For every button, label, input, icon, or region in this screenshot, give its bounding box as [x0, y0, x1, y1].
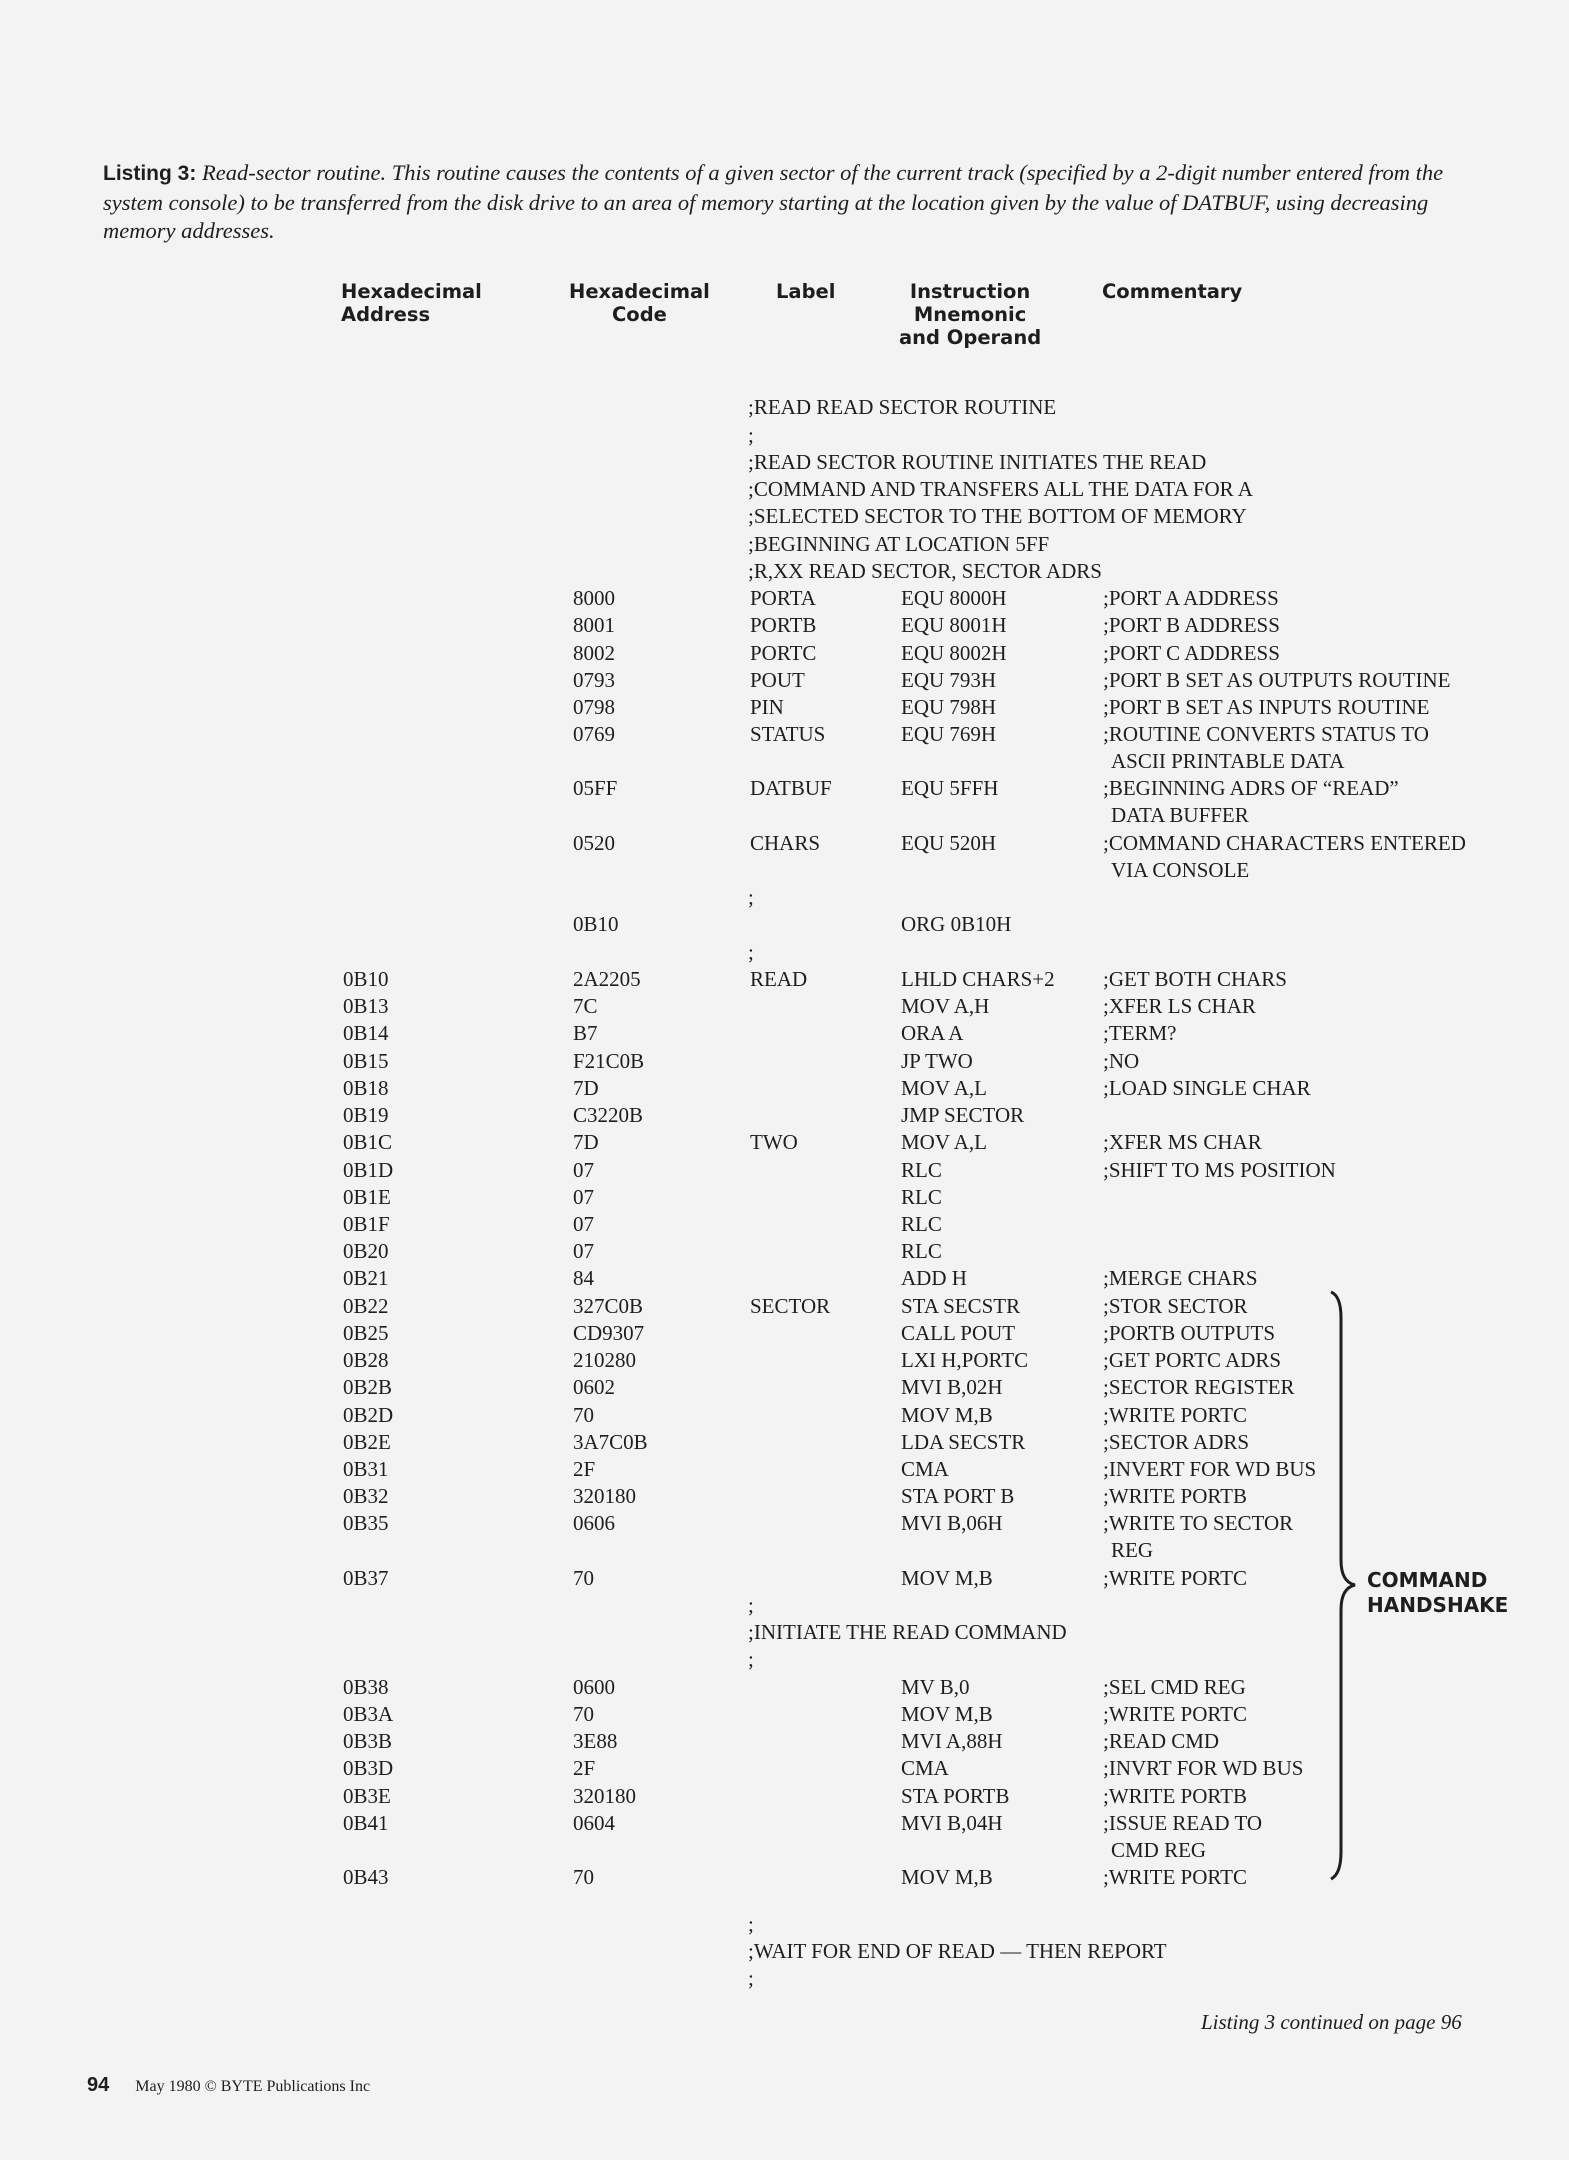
- hex-code: 7C: [573, 994, 598, 1018]
- instruction: EQU 8001H: [901, 613, 1007, 637]
- commentary: ;ISSUE READ TO: [1103, 1811, 1263, 1835]
- hex-code: 210280: [573, 1348, 636, 1372]
- commentary: ;NO: [1103, 1049, 1140, 1073]
- listing-line: [0, 1238, 1569, 1265]
- hex-address: 0B35: [343, 1511, 389, 1535]
- label: PORTB: [750, 613, 817, 637]
- commentary: ;READ CMD: [1103, 1729, 1220, 1753]
- hex-address: 0B13: [343, 994, 389, 1018]
- hex-address: 0B2B: [343, 1375, 393, 1399]
- hex-address: 0B3B: [343, 1729, 393, 1753]
- commentary: ;PORT C ADDRESS: [1103, 641, 1280, 665]
- listing-line: [0, 558, 1569, 585]
- label: SECTOR: [750, 1294, 831, 1318]
- header-code: Hexadecimal Code: [569, 280, 710, 326]
- instruction: CMA: [901, 1756, 949, 1780]
- hex-code: 0769: [573, 722, 615, 746]
- hex-code: 320180: [573, 1784, 636, 1808]
- hex-code: 0600: [573, 1675, 615, 1699]
- commentary: ;TERM?: [1103, 1021, 1177, 1045]
- listing-caption: [103, 159, 1503, 246]
- instruction: CALL POUT: [901, 1321, 1016, 1345]
- hex-address: 0B43: [343, 1865, 389, 1889]
- comment-line: ;: [748, 1647, 754, 1671]
- commentary: ;GET BOTH CHARS: [1103, 967, 1287, 991]
- hex-code: 07: [573, 1185, 594, 1209]
- instruction: LHLD CHARS+2: [901, 967, 1055, 991]
- hex-code: 0B10: [573, 912, 619, 936]
- listing-line: [0, 966, 1569, 993]
- hex-code: 0520: [573, 831, 615, 855]
- listing-line: [0, 1184, 1569, 1211]
- instruction: MVI B,06H: [901, 1511, 1003, 1535]
- hex-address: 0B2D: [343, 1403, 394, 1427]
- instruction: ORA A: [901, 1021, 964, 1045]
- command-handshake-brace: [1327, 1288, 1357, 1883]
- hex-code: 2F: [573, 1457, 596, 1481]
- hex-code: C3220B: [573, 1103, 644, 1127]
- hex-address: 0B32: [343, 1484, 389, 1508]
- hex-address: 0B25: [343, 1321, 389, 1345]
- label: STATUS: [750, 722, 826, 746]
- hex-address: 0B2E: [343, 1430, 391, 1454]
- commentary: ;INVERT FOR WD BUS: [1103, 1457, 1317, 1481]
- label: DATBUF: [750, 776, 832, 800]
- instruction: MVI A,88H: [901, 1729, 1003, 1753]
- commentary: ;BEGINNING ADRS OF “READ”: [1103, 776, 1399, 800]
- listing-line: [0, 1102, 1569, 1129]
- hex-address: 0B38: [343, 1675, 389, 1699]
- commentary: ;WRITE PORTC: [1103, 1865, 1247, 1889]
- listing-line: [0, 585, 1569, 612]
- commentary: ;PORTB OUTPUTS: [1103, 1321, 1276, 1345]
- continued-note: Listing 3 continued on page 96: [1201, 2010, 1462, 2034]
- hex-code: 3E88: [573, 1729, 618, 1753]
- instruction: LXI H,PORTC: [901, 1348, 1029, 1372]
- instruction: JMP SECTOR: [901, 1103, 1025, 1127]
- comment-line: ;WAIT FOR END OF READ — THEN REPORT: [748, 1939, 1167, 1963]
- instruction: STA PORT B: [901, 1484, 1015, 1508]
- comment-line: ;: [748, 1593, 754, 1617]
- hex-address: 0B20: [343, 1239, 389, 1263]
- commentary: ;PORT A ADDRESS: [1103, 586, 1279, 610]
- hex-address: 0B28: [343, 1348, 389, 1372]
- hex-code: F21C0B: [573, 1049, 645, 1073]
- hex-code: 70: [573, 1566, 594, 1590]
- hex-address: 0B3E: [343, 1784, 391, 1808]
- commentary: ;WRITE PORTB: [1103, 1784, 1247, 1808]
- hex-address: 0B14: [343, 1021, 389, 1045]
- listing-line: [0, 694, 1569, 721]
- listing-line: [0, 1129, 1569, 1156]
- instruction: MV B,0: [901, 1675, 970, 1699]
- listing-line: [0, 394, 1569, 421]
- hex-address: 0B22: [343, 1294, 389, 1318]
- commentary: ;WRITE PORTB: [1103, 1484, 1247, 1508]
- hex-address: 0B19: [343, 1103, 389, 1127]
- commentary: ;XFER LS CHAR: [1103, 994, 1256, 1018]
- hex-address: 0B3A: [343, 1702, 394, 1726]
- comment-line: ;SELECTED SECTOR TO THE BOTTOM OF MEMORY: [748, 504, 1247, 528]
- listing-line: [0, 1211, 1569, 1238]
- instruction: MOV A,H: [901, 994, 990, 1018]
- header-address: Hexadecimal Address: [341, 280, 482, 326]
- instruction: RLC: [901, 1185, 942, 1209]
- hex-address: 0B31: [343, 1457, 389, 1481]
- footer-credit: May 1980 © BYTE Publications Inc: [135, 2078, 371, 2095]
- hex-code: 07: [573, 1239, 594, 1263]
- hex-code: 84: [573, 1266, 594, 1290]
- commentary: ;MERGE CHARS: [1103, 1266, 1258, 1290]
- hex-address: 0B37: [343, 1566, 389, 1590]
- hex-address: 0B3D: [343, 1756, 394, 1780]
- listing-line: [0, 449, 1569, 476]
- comment-line: ;: [748, 1966, 754, 1990]
- hex-code: 327C0B: [573, 1294, 644, 1318]
- listing-line: [0, 911, 1569, 938]
- listing-line: [0, 476, 1569, 503]
- listing-line: [0, 993, 1569, 1020]
- commentary: ;WRITE TO SECTOR: [1103, 1511, 1294, 1535]
- label: POUT: [750, 668, 805, 692]
- commentary-continued: VIA CONSOLE: [1111, 858, 1250, 882]
- instruction: EQU 8000H: [901, 586, 1007, 610]
- commentary-continued: DATA BUFFER: [1111, 803, 1249, 827]
- commentary-continued: REG: [1111, 1538, 1153, 1562]
- hex-code: 0604: [573, 1811, 615, 1835]
- listing-line: [0, 884, 1569, 911]
- instruction: MVI B,02H: [901, 1375, 1003, 1399]
- hex-code: CD9307: [573, 1321, 645, 1345]
- comment-line: ;: [748, 940, 754, 964]
- instruction: MOV M,B: [901, 1403, 993, 1427]
- comment-line: ;BEGINNING AT LOCATION 5FF: [748, 532, 1050, 556]
- listing-line: [0, 775, 1569, 802]
- page-footer: [87, 2074, 370, 2097]
- comment-line: ;R,XX READ SECTOR, SECTOR ADRS: [748, 559, 1102, 583]
- hex-code: 320180: [573, 1484, 636, 1508]
- commentary: ;ROUTINE CONVERTS STATUS TO: [1103, 722, 1429, 746]
- hex-address: 0B1D: [343, 1158, 394, 1182]
- commentary: ;PORT B SET AS INPUTS ROUTINE: [1103, 695, 1430, 719]
- hex-code: 3A7C0B: [573, 1430, 648, 1454]
- hex-code: 0602: [573, 1375, 615, 1399]
- hex-address: 0B10: [343, 967, 389, 991]
- comment-line: ;COMMAND AND TRANSFERS ALL THE DATA FOR A: [748, 477, 1253, 501]
- hex-code: 70: [573, 1403, 594, 1427]
- listing-description: Read-sector routine. This routine causes the contents of a given sector of the current track (specified by a 2-digit number entered from the system console) to be transferred from the disk drive to an area of memory starting at the location given by the value of DATBUF, using decreasing memory addresses.: [103, 160, 1444, 243]
- instruction: MVI B,04H: [901, 1811, 1003, 1835]
- hex-address: 0B15: [343, 1049, 389, 1073]
- listing-line: [0, 857, 1569, 884]
- hex-code: 8002: [573, 641, 615, 665]
- comment-line: ;: [748, 1912, 754, 1936]
- commentary: ;XFER MS CHAR: [1103, 1130, 1262, 1154]
- hex-code: 8001: [573, 613, 615, 637]
- listing-line: [0, 1020, 1569, 1047]
- instruction: RLC: [901, 1239, 942, 1263]
- hex-code: 05FF: [573, 776, 618, 800]
- instruction: ORG 0B10H: [901, 912, 1012, 936]
- command-handshake-label: COMMAND HANDSHAKE: [1367, 1568, 1509, 1617]
- commentary-continued: CMD REG: [1111, 1838, 1207, 1862]
- hex-code: 0798: [573, 695, 615, 719]
- listing-number: Listing 3:: [103, 162, 197, 185]
- label: PORTC: [750, 641, 817, 665]
- comment-line: ;READ READ SECTOR ROUTINE: [748, 395, 1057, 419]
- hex-address: 0B1E: [343, 1185, 391, 1209]
- listing-line: [0, 1938, 1569, 1965]
- listing-line: [0, 531, 1569, 558]
- listing-line: [0, 1075, 1569, 1102]
- listing-line: [0, 802, 1569, 829]
- hex-code: 07: [573, 1212, 594, 1236]
- hex-code: 8000: [573, 586, 615, 610]
- instruction: MOV A,L: [901, 1076, 987, 1100]
- instruction: MOV A,L: [901, 1130, 987, 1154]
- label: PIN: [750, 695, 784, 719]
- hex-code: 2F: [573, 1756, 596, 1780]
- instruction: EQU 520H: [901, 831, 997, 855]
- instruction: LDA SECSTR: [901, 1430, 1026, 1454]
- listing-line: [0, 667, 1569, 694]
- instruction: ADD H: [901, 1266, 967, 1290]
- instruction: CMA: [901, 1457, 949, 1481]
- hex-code: 2A2205: [573, 967, 641, 991]
- instruction: MOV M,B: [901, 1566, 993, 1590]
- commentary: ;INVRT FOR WD BUS: [1103, 1756, 1304, 1780]
- listing-line: [0, 1048, 1569, 1075]
- hex-address: 0B18: [343, 1076, 389, 1100]
- comment-line: ;: [748, 423, 754, 447]
- commentary: ;PORT B SET AS OUTPUTS ROUTINE: [1103, 668, 1451, 692]
- commentary: ;SECTOR REGISTER: [1103, 1375, 1295, 1399]
- hex-code: 7D: [573, 1130, 599, 1154]
- instruction: EQU 8002H: [901, 641, 1007, 665]
- commentary: ;WRITE PORTC: [1103, 1566, 1247, 1590]
- hex-address: 0B1C: [343, 1130, 393, 1154]
- listing-line: [0, 939, 1569, 966]
- instruction: MOV M,B: [901, 1702, 993, 1726]
- commentary: ;SEL CMD REG: [1103, 1675, 1246, 1699]
- listing-line: [0, 1965, 1569, 1992]
- header-label: Label: [776, 280, 836, 303]
- page-number: 94: [87, 2074, 110, 2096]
- instruction: STA SECSTR: [901, 1294, 1021, 1318]
- header-commentary: Commentary: [1102, 280, 1243, 303]
- commentary: ;STOR SECTOR: [1103, 1294, 1248, 1318]
- commentary: ;COMMAND CHARACTERS ENTERED: [1103, 831, 1466, 855]
- commentary: ;LOAD SINGLE CHAR: [1103, 1076, 1311, 1100]
- label: READ: [750, 967, 808, 991]
- commentary-continued: ASCII PRINTABLE DATA: [1111, 749, 1345, 773]
- instruction: EQU 5FFH: [901, 776, 999, 800]
- hex-code: 70: [573, 1702, 594, 1726]
- hex-code: B7: [573, 1021, 598, 1045]
- comment-line: ;READ SECTOR ROUTINE INITIATES THE READ: [748, 450, 1207, 474]
- label: PORTA: [750, 586, 816, 610]
- instruction: STA PORTB: [901, 1784, 1010, 1808]
- listing-line: [0, 830, 1569, 857]
- listing-line: [0, 721, 1569, 748]
- hex-code: 7D: [573, 1076, 599, 1100]
- instruction: EQU 798H: [901, 695, 997, 719]
- listing-line: [0, 748, 1569, 775]
- hex-code: 0606: [573, 1511, 615, 1535]
- commentary: ;WRITE PORTC: [1103, 1403, 1247, 1427]
- comment-line: ;INITIATE THE READ COMMAND: [748, 1620, 1067, 1644]
- commentary: ;PORT B ADDRESS: [1103, 613, 1280, 637]
- label: TWO: [750, 1130, 798, 1154]
- hex-address: 0B21: [343, 1266, 389, 1290]
- commentary: ;SECTOR ADRS: [1103, 1430, 1250, 1454]
- hex-code: 0793: [573, 668, 615, 692]
- listing-line: [0, 503, 1569, 530]
- comment-line: ;: [748, 885, 754, 909]
- listing-line: [0, 422, 1569, 449]
- instruction: JP TWO: [901, 1049, 973, 1073]
- commentary: ;WRITE PORTC: [1103, 1702, 1247, 1726]
- instruction: MOV M,B: [901, 1865, 993, 1889]
- instruction: RLC: [901, 1158, 942, 1182]
- commentary: ;SHIFT TO MS POSITION: [1103, 1158, 1336, 1182]
- commentary: ;GET PORTC ADRS: [1103, 1348, 1282, 1372]
- listing-line: [0, 640, 1569, 667]
- listing-line: [0, 612, 1569, 639]
- instruction: RLC: [901, 1212, 942, 1236]
- hex-address: 0B1F: [343, 1212, 390, 1236]
- listing-line: [0, 1157, 1569, 1184]
- label: CHARS: [750, 831, 821, 855]
- header-instruction: Instruction Mnemonic and Operand: [899, 280, 1042, 349]
- listing-line: [0, 1911, 1569, 1938]
- hex-code: 07: [573, 1158, 594, 1182]
- instruction: EQU 769H: [901, 722, 997, 746]
- hex-address: 0B41: [343, 1811, 389, 1835]
- hex-code: 70: [573, 1865, 594, 1889]
- instruction: EQU 793H: [901, 668, 997, 692]
